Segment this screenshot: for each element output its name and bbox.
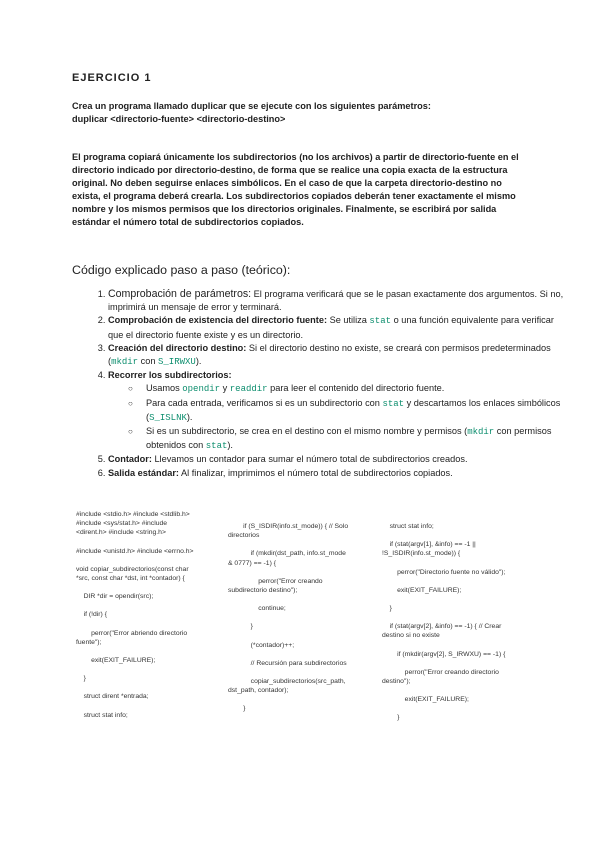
code-line: struct stat info; (382, 523, 434, 530)
code-line: if (mkdir(dst_path, info.st_mode & 0777) == -1) { (228, 550, 346, 567)
code-line: } (382, 605, 392, 613)
code-column-3 (382, 522, 524, 723)
code-line: } (76, 675, 86, 683)
code-line: exit(EXIT_FAILURE); (76, 657, 156, 665)
code-line: if (S_ISDIR(info.st_mode)) { // Solo directorios (228, 523, 349, 540)
intro (72, 100, 532, 126)
step-4-3-text-c: ). (227, 440, 233, 451)
section-title: Código explicado paso a paso (teórico): (72, 263, 291, 277)
description: El programa copiará únicamente los subdirectorios (no los archivos) a partir de directorio-fuente en el directorio indicado por directorio-destino, de forma que se realice una copia exacta de la estructura original. No deben seguirse enlaces simbólicos. En el caso de que la carpeta directorio-destino no exista, el programa deberá crearla. Los subdirectorios copiados deberán tener exactamente el mismo nombre y los mismos permisos que los directorios originales. Finalmente, se escribirá por salida estándar el número total de subdirectorios copiados. (72, 152, 519, 227)
step-5-text: Llevamos un contador para sumar el número total de subdirectorios creados. (151, 454, 468, 465)
code-line: } (382, 714, 400, 722)
code-line: // Recursión para subdirectorios (228, 659, 347, 667)
code-stat: stat (369, 316, 392, 327)
step-1-title: Comprobación de parámetros: (108, 288, 252, 300)
code-line: if (stat(argv[2], &info) == -1) { // Crear destino si no existe (382, 623, 502, 640)
step-4-1-text-b: y (220, 383, 230, 394)
code-line: } (228, 705, 246, 713)
code-stat: stat (382, 398, 405, 409)
code-readdir: readdir (229, 384, 268, 395)
step-3 (108, 342, 568, 369)
code-line: if (mkdir(argv[2], S_IRWXU) == -1) { (382, 650, 506, 658)
code-column-2 (228, 522, 368, 714)
code-line: exit(EXIT_FAILURE); (382, 696, 469, 704)
step-2-text-b: o una función equivalente para verificar que el directorio fuente existe y es un directorio. (108, 315, 554, 340)
code-line: struct stat info; (76, 711, 128, 719)
code-opendir: opendir (182, 384, 221, 395)
step-4-item-2 (128, 397, 568, 425)
code-line: if (stat(argv[1], &info) == -1 || !S_ISDIR(info.st_mode)) { (382, 541, 476, 558)
step-6-text: Al finalizar, imprimimos el número total de subdirectorios copiados. (178, 467, 453, 478)
code-line: #include <stdio.h> #include <stdlib.h> #include <sys/stat.h> #include <dirent.h> #include <string.h> (76, 511, 190, 537)
code-line: continue; (228, 605, 286, 613)
code-line: } (228, 623, 253, 631)
code-line: #include <unistd.h> #include <errno.h> (76, 547, 194, 555)
step-4 (108, 369, 568, 453)
exercise-heading: EJERCICIO 1 (72, 72, 152, 84)
code-line: DIR *dir = opendir(src); (76, 593, 154, 601)
step-2 (108, 314, 568, 341)
step-4-3-text-a: Si es un subdirectorio, se crea en el destino con el mismo nombre y permisos ( (146, 426, 468, 437)
steps-list (72, 288, 568, 480)
code-line: perror("Error abriendo directorio fuente"); (76, 629, 188, 646)
step-2-title: Comprobación de existencia del directorio fuente: (108, 315, 328, 326)
step-4-sublist (108, 382, 568, 453)
code-column-1 (76, 510, 216, 720)
step-6-title: Salida estándar: (108, 467, 179, 478)
step-4-title: Recorrer los subdirectorios: (108, 370, 232, 381)
code-stat: stat (205, 441, 228, 452)
step-4-item-1 (128, 382, 568, 396)
code-line: perror("Error creando directorio destino"); (382, 668, 499, 686)
step-1 (108, 288, 568, 314)
intro-line-2: duplicar <directorio-fuente> <directorio-destino> (72, 114, 286, 124)
step-5-title: Contador: (108, 454, 152, 465)
code-line: copiar_subdirectorios(src_path, dst_path, contador); (228, 678, 346, 695)
code-mkdir: mkdir (467, 427, 495, 438)
code-mkdir: mkdir (111, 357, 139, 368)
code-line: exit(EXIT_FAILURE); (382, 586, 462, 594)
step-3-text-a: Si el directorio destino no existe, se creará con permisos predeterminados ( (108, 342, 551, 367)
step-6 (108, 467, 568, 480)
step-5 (108, 453, 568, 466)
code-line: struct dirent *entrada; (76, 693, 149, 701)
step-4-3-text-b: con permisos obtenidos con (146, 426, 552, 451)
step-4-2-text-c: ). (186, 411, 193, 422)
code-line: if (!dir) { (76, 611, 107, 619)
code-line: void copiar_subdirectorios(const char *src, const char *dst, int *contador) { (76, 565, 189, 583)
code-line: perror("Error creando subdirectorio destino"); (228, 577, 323, 595)
step-4-2-text-b: y descartamos los enlaces simbólicos ( (146, 397, 561, 422)
step-4-2-text-a: Para cada entrada, verificamos si es un subdirectorio con (146, 397, 383, 408)
step-1-text: El programa verificará que se le pasan exactamente dos argumentos. Si no, imprimirá un mensaje de error y terminará. (108, 289, 564, 313)
intro-line-1: Crea un programa llamado duplicar que se ejecute con los siguientes parámetros: (72, 101, 431, 111)
code-s-islnk: S_ISLNK (149, 412, 187, 423)
step-3-text-b: con (138, 356, 158, 367)
step-3-text-c: ). (195, 356, 202, 367)
step-4-1-text-c: para leer el contenido del directorio fuente. (267, 383, 445, 394)
step-3-title: Creación del directorio destino: (108, 342, 247, 353)
step-4-1-text-a: Usamos (146, 383, 183, 394)
step-4-item-3 (128, 425, 568, 453)
code-s-irwxu: S_IRWXU (158, 357, 196, 368)
step-2-text-a: Se utiliza (327, 315, 370, 326)
code-line: perror("Directorio fuente no válido"); (382, 568, 506, 576)
code-line: (*contador)++; (228, 641, 295, 649)
